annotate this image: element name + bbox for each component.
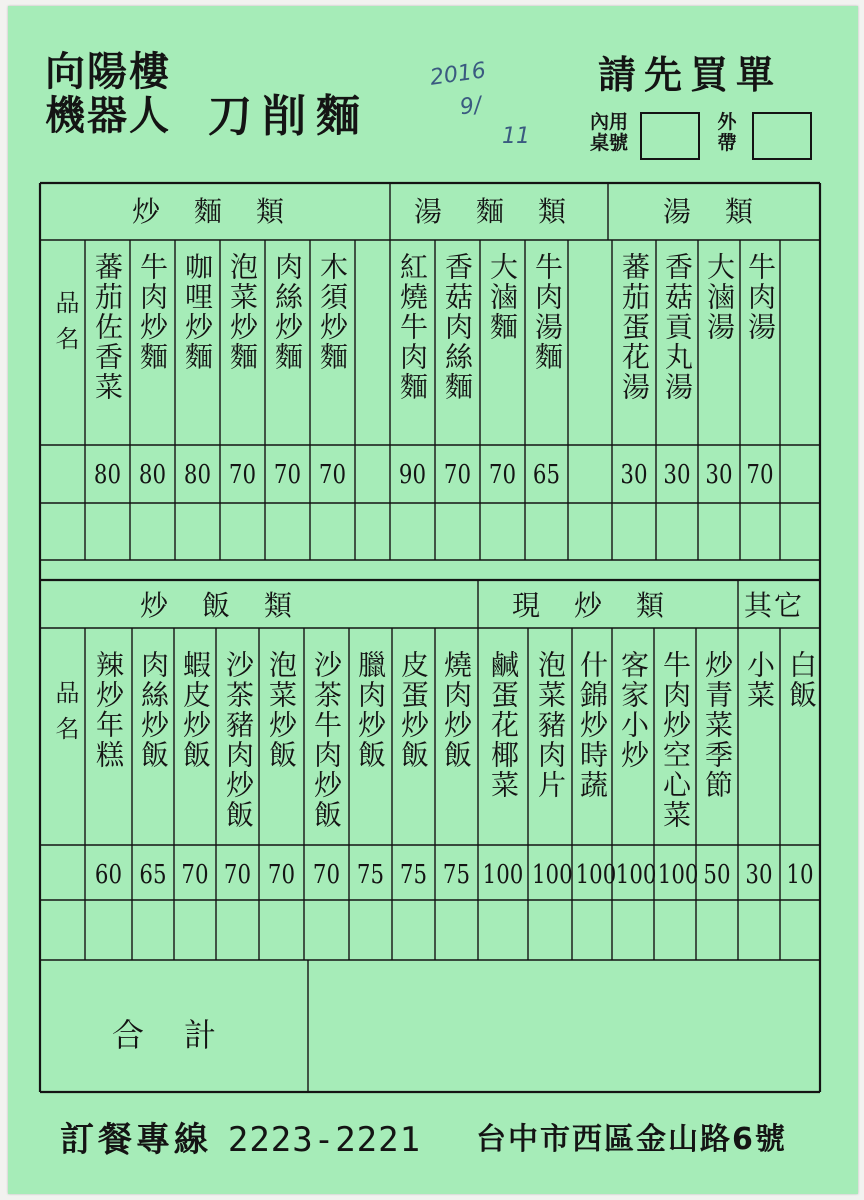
total-amount-field[interactable] bbox=[310, 962, 818, 1090]
menu-price: 80 bbox=[138, 460, 167, 490]
menu-price: 30 bbox=[620, 460, 648, 490]
menu-item[interactable]: 香菇貢丸湯 bbox=[661, 252, 694, 402]
handwritten-date bbox=[420, 58, 540, 162]
menu-price: 75 bbox=[356, 860, 385, 890]
menu-price: 90 bbox=[398, 460, 427, 490]
menu-price: 100 bbox=[531, 860, 573, 890]
menu-item[interactable]: 泡菜炒麵 bbox=[226, 252, 259, 372]
category-stir-fry: 現炒類 bbox=[512, 589, 699, 622]
menu-item[interactable]: 燒肉炒飯 bbox=[440, 650, 473, 770]
menu-item[interactable]: 木須炒麵 bbox=[316, 252, 349, 372]
menu-price: 75 bbox=[399, 860, 428, 890]
menu-item[interactable]: 蝦皮炒飯 bbox=[179, 650, 212, 770]
hotline-label: 訂餐專線 bbox=[60, 1120, 212, 1160]
menu-item[interactable]: 蕃茄蛋花湯 bbox=[618, 252, 651, 402]
takeout-label: 外帶 bbox=[717, 111, 737, 154]
menu-price: 70 bbox=[223, 860, 252, 890]
menu-price: 70 bbox=[181, 860, 209, 890]
menu-price: 10 bbox=[786, 860, 814, 890]
menu-item[interactable]: 沙茶豬肉炒飯 bbox=[222, 650, 255, 830]
menu-item[interactable]: 牛肉湯麵 bbox=[531, 252, 564, 372]
item-name-label: 品名 bbox=[51, 680, 79, 752]
menu-item[interactable]: 沙茶牛肉炒飯 bbox=[310, 650, 343, 830]
menu-price: 70 bbox=[488, 460, 517, 490]
menu-price: 70 bbox=[443, 460, 472, 490]
menu-price: 30 bbox=[663, 460, 691, 490]
menu-item[interactable]: 肉絲炒飯 bbox=[137, 650, 170, 770]
menu-price: 65 bbox=[139, 860, 167, 890]
menu-item[interactable]: 大滷麵 bbox=[486, 252, 519, 342]
menu-item[interactable]: 泡菜豬肉片 bbox=[534, 650, 567, 800]
brand-name bbox=[45, 50, 171, 138]
menu-price: 50 bbox=[703, 860, 731, 890]
menu-price: 100 bbox=[657, 860, 699, 890]
dine-in-table-box[interactable] bbox=[640, 112, 700, 160]
shop-name: 刀削麵 bbox=[208, 91, 370, 142]
category-soup-noodles: 湯麵類 bbox=[413, 195, 600, 228]
menu-price: 100 bbox=[482, 860, 524, 890]
pay-first-notice: 請先買單 bbox=[598, 53, 783, 97]
menu-item[interactable]: 臘肉炒飯 bbox=[354, 650, 387, 770]
menu-item[interactable]: 蕃茄佐香菜 bbox=[91, 252, 124, 402]
menu-price: 70 bbox=[318, 460, 347, 490]
shop-address: 台中市西區金山路6號 bbox=[476, 1122, 787, 1157]
menu-item[interactable]: 牛肉炒空心菜 bbox=[659, 650, 692, 830]
handwritten-year: 2016 bbox=[428, 58, 488, 91]
menu-item[interactable]: 香菇肉絲麵 bbox=[441, 252, 474, 402]
menu-item[interactable]: 皮蛋炒飯 bbox=[397, 650, 430, 770]
category-others: 其它 bbox=[744, 589, 805, 622]
menu-item[interactable]: 辣炒年糕 bbox=[92, 650, 125, 770]
menu-item[interactable]: 肉絲炒麵 bbox=[271, 252, 304, 372]
menu-item[interactable]: 白飯 bbox=[785, 650, 818, 710]
menu-price: 100 bbox=[575, 860, 617, 890]
menu-item[interactable]: 紅燒牛肉麵 bbox=[396, 252, 429, 402]
menu-item[interactable]: 小菜 bbox=[743, 650, 776, 710]
menu-price: 30 bbox=[745, 860, 773, 890]
menu-price: 70 bbox=[746, 460, 774, 490]
menu-item[interactable]: 牛肉炒麵 bbox=[136, 252, 169, 372]
brand-line-1: 向陽樓 bbox=[45, 49, 171, 95]
handwritten-month: 9/ bbox=[458, 92, 484, 121]
menu-item[interactable]: 大滷湯 bbox=[703, 252, 736, 342]
hotline-number: 2223-2221 bbox=[227, 1120, 422, 1160]
menu-item[interactable]: 鹹蛋花椰菜 bbox=[487, 650, 520, 800]
category-fried-rice: 炒飯類 bbox=[140, 589, 327, 622]
menu-item[interactable]: 客家小炒 bbox=[617, 650, 650, 770]
menu-price: 80 bbox=[93, 460, 122, 490]
menu-item[interactable]: 炒青菜季節 bbox=[701, 650, 734, 800]
menu-price: 30 bbox=[705, 460, 733, 490]
menu-item[interactable]: 什錦炒時蔬 bbox=[576, 650, 609, 800]
takeout-box[interactable] bbox=[752, 112, 812, 160]
dine-in-label: 內用桌號 bbox=[589, 111, 628, 154]
brand-line-2: 機器人 bbox=[45, 93, 171, 139]
item-name-label: 品名 bbox=[51, 290, 79, 362]
menu-item[interactable]: 泡菜炒飯 bbox=[265, 650, 298, 770]
menu-price: 100 bbox=[615, 860, 657, 890]
menu-price: 75 bbox=[442, 860, 471, 890]
menu-item[interactable]: 咖哩炒麵 bbox=[181, 252, 214, 372]
menu-price: 70 bbox=[273, 460, 302, 490]
menu-price: 70 bbox=[267, 860, 296, 890]
menu-price: 80 bbox=[183, 460, 212, 490]
menu-price: 70 bbox=[312, 860, 341, 890]
menu-price: 70 bbox=[228, 460, 257, 490]
menu-price: 60 bbox=[94, 860, 123, 890]
total-label: 合計 bbox=[112, 1016, 257, 1054]
category-soups: 湯類 bbox=[662, 195, 787, 228]
menu-price: 65 bbox=[532, 460, 561, 490]
category-fried-noodles: 炒麵類 bbox=[131, 195, 318, 228]
menu-item[interactable]: 牛肉湯 bbox=[744, 252, 777, 342]
order-hotline bbox=[60, 1112, 421, 1161]
handwritten-day: 11 bbox=[502, 124, 530, 149]
